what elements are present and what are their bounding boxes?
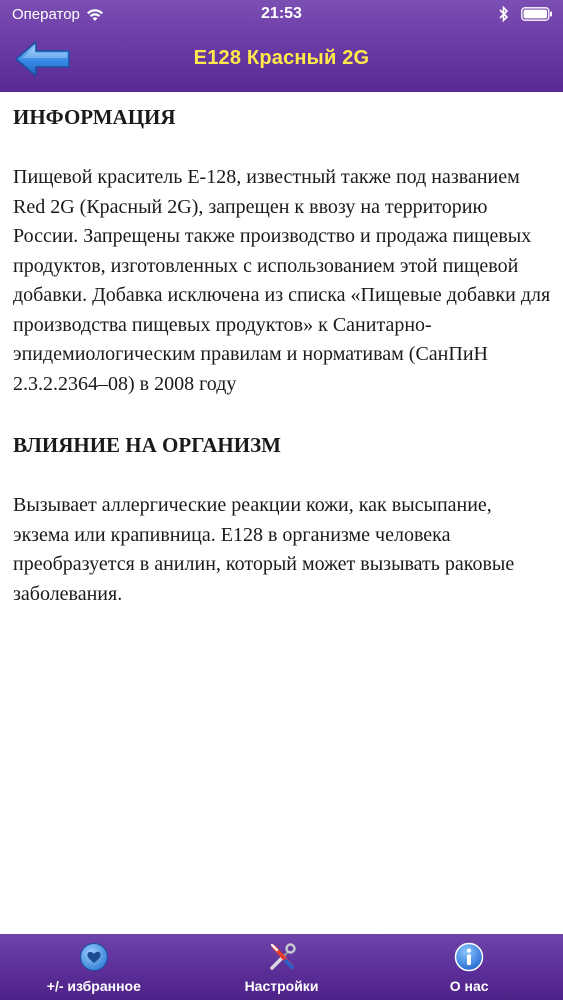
tab-label-about: О нас [449,978,489,994]
tools-icon [267,942,297,972]
status-bar [0,0,563,28]
heart-icon [79,942,109,972]
section-heading-effects: ВЛИЯНИЕ НА ОРГАНИЗМ [13,433,282,457]
section-text-effects: Вызывает аллергические реакции кожи, как высыпание, экзема или крапивница. Е128 в организме человека преобразуется в анилин, который может вызывать раковые заболевания. [13,494,515,605]
content-area [13,100,553,609]
nav-bar [0,28,563,92]
section-heading-info: ИНФОРМАЦИЯ [13,105,176,129]
tab-about[interactable] [375,934,563,1000]
battery-icon [521,7,553,21]
tab-label-favorites: +/- избранное [46,978,141,994]
tab-label-settings: Настройки [244,978,319,994]
back-button[interactable] [14,40,72,78]
tab-bar [0,934,563,1000]
back-arrow-icon [14,40,72,78]
top-bar [0,0,563,92]
tab-favorites[interactable] [0,934,188,1000]
clock: 21:53 [261,5,302,22]
carrier-label: Оператор [12,6,80,23]
bluetooth-icon [497,5,511,23]
page-title: E128 Красный 2G [193,47,370,69]
tab-settings[interactable] [188,934,376,1000]
section-text-info: Пищевой краситель Е-128, известный также под названием Red 2G (Красный 2G), запрещен к ввозу на территорию России. Запрещены также производство и продажа пищевых продуктов, изготовленных с использованием этой пищевой добавки. Добавка исключена из списка «Пищевые добавки для производства пищевых продуктов» к Санитарно-эпидемиологическим правилам и нормативам (СанПиН 2.3.2.2364–08) в 2008 году [13,166,551,395]
info-icon [454,942,484,972]
